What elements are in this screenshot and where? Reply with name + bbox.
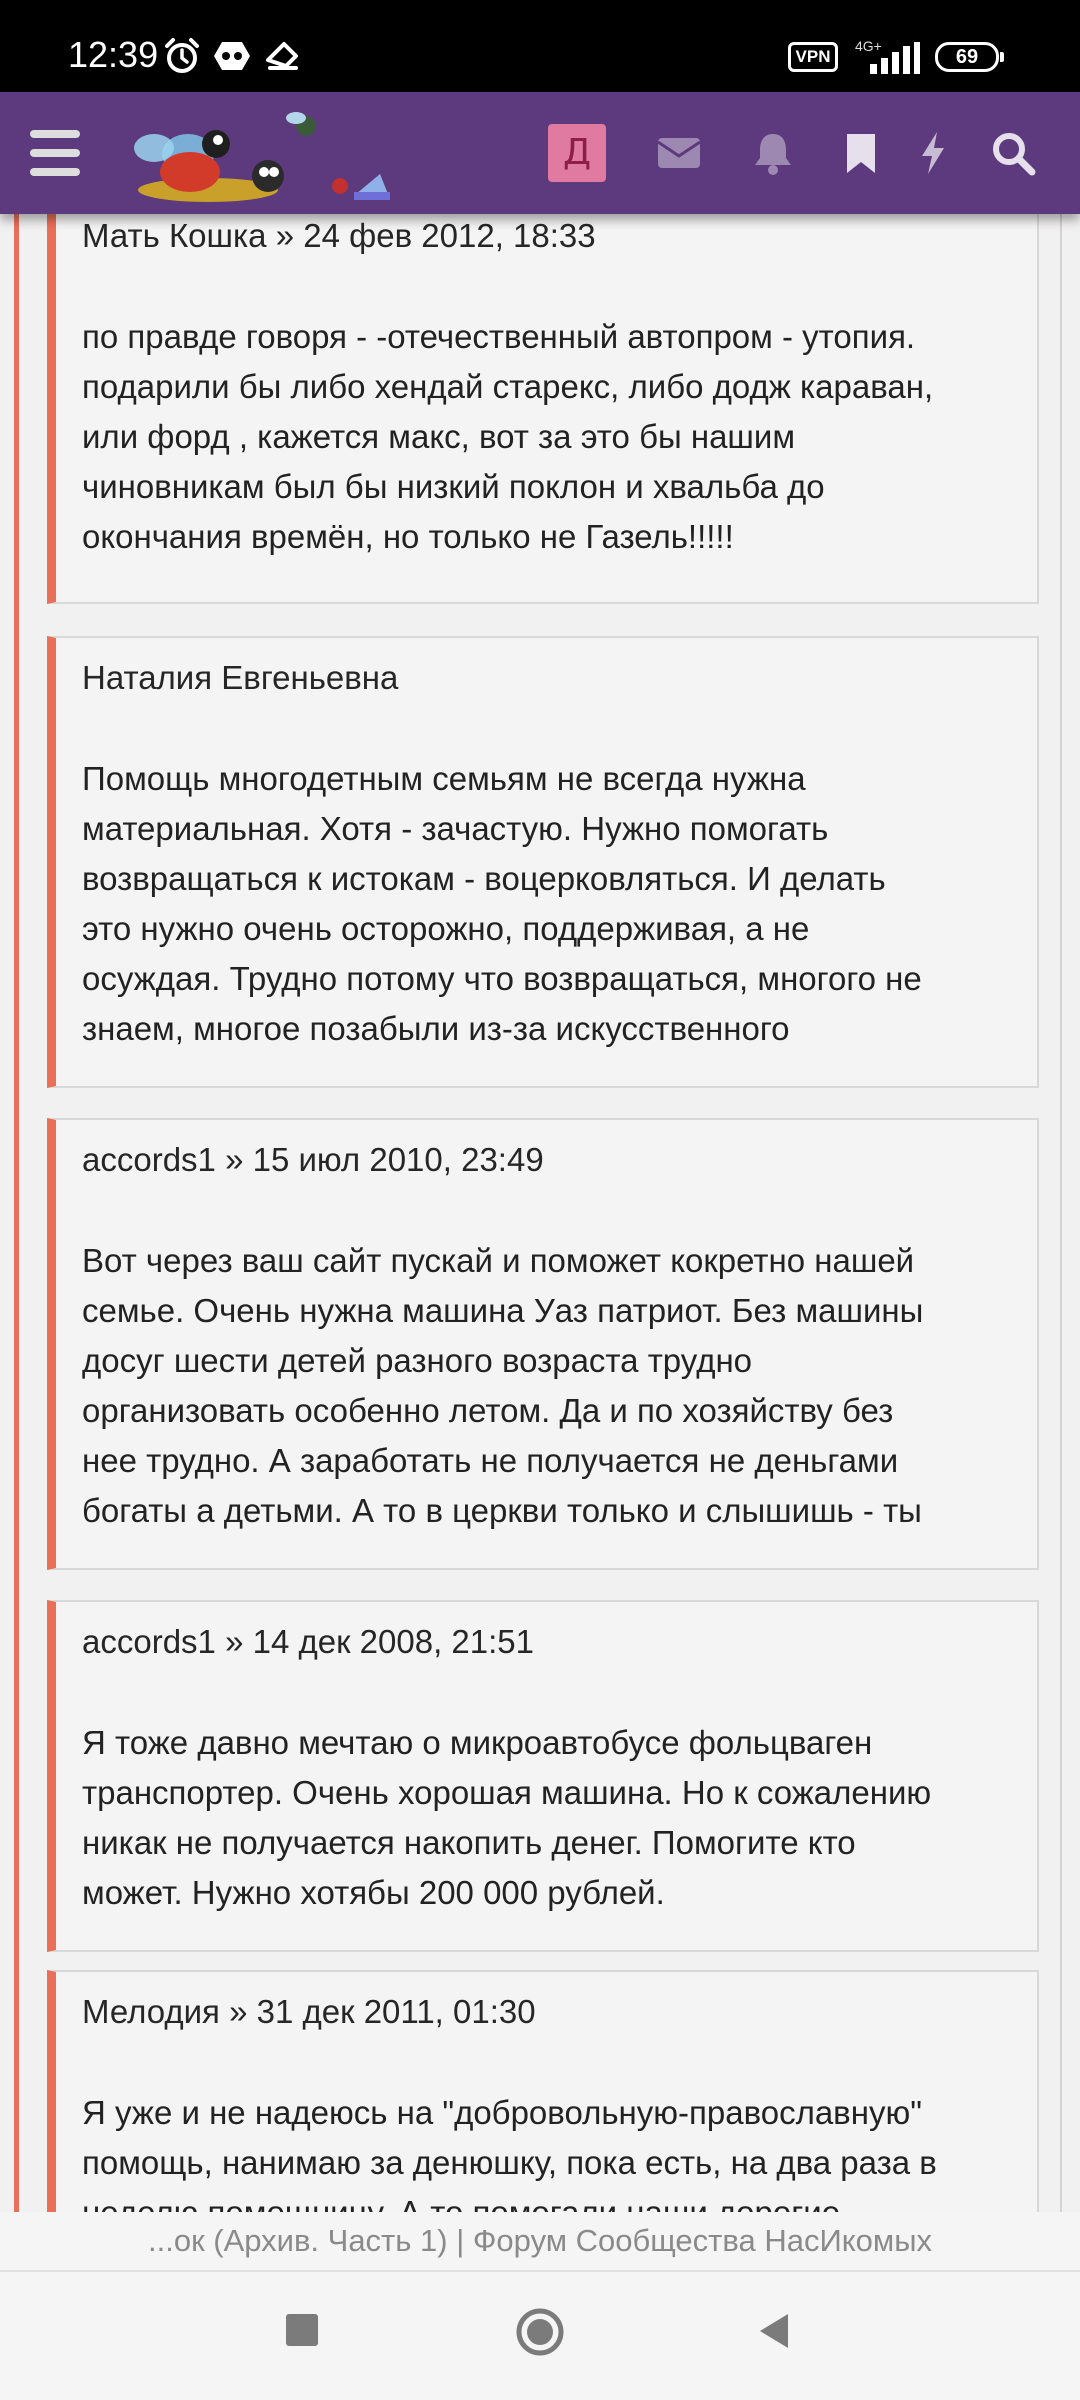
user-avatar[interactable]: Д [548, 124, 606, 182]
post-author[interactable]: Мать Кошка » 24 фев 2012, 18:33 [82, 217, 596, 254]
paw-app-icon [262, 36, 302, 76]
home-circle-icon[interactable] [514, 2306, 566, 2358]
post-text: Вот через ваш сайт пускай и поможет кокретно нашей семье. Очень нужна машина Уаз патриот. Без машины досуг шести детей разного возраста трудно организовать особенно летом. Да и по хозяйству без нее трудно. А заработать не получается не деньгами богаты а детьми. А то в церкви только и слышишь - ты [82, 1242, 924, 1529]
post-text: Помощь многодетным семьям не всегда нужна материальная. Хотя - зачастую. Нужно помогать возвращаться к истокам - воцерковляться. И делать это нужно очень осторожно, поддерживая, а не осуждая. Трудно потому что возвращаться, многого не знаем, многое позабыли из-за искусственного [82, 760, 922, 1047]
post-quote [47, 1600, 1039, 1952]
search-icon[interactable] [988, 128, 1038, 178]
forum-header [0, 92, 1080, 214]
vpn-badge: VPN [788, 42, 838, 72]
post-author[interactable]: Мелодия » 31 дек 2011, 01:30 [82, 1993, 536, 2030]
system-nav-bar [0, 2272, 1080, 2400]
content-border [1060, 214, 1062, 2212]
recents-square-icon[interactable] [284, 2312, 320, 2348]
status-bar [0, 0, 1080, 92]
post-author[interactable]: accords1 » 14 дек 2008, 21:51 [82, 1623, 535, 1660]
lightning-icon[interactable] [908, 128, 958, 178]
shield-app-icon [212, 36, 252, 76]
menu-icon[interactable] [30, 130, 80, 176]
post-text: по правде говоря - -отечественный автопром - утопия. подарили бы либо хендай старекс, либо додж караван, или форд , кажется макс, вот за это бы нашим чиновникам был бы низкий поклон и хвальба до окончания времён, но только не Газель!!!!! [82, 318, 934, 555]
post-quote [47, 1118, 1039, 1570]
posts-list [0, 214, 1080, 2212]
post-text: Я тоже давно мечтаю о микроавтобусе фольцваген транспортер. Очень хорошая машина. Но к сожалению никак не получается накопить денег. Помогите кто может. Нужно хотябы 200 000 рублей. [82, 1724, 932, 1911]
post-author[interactable]: accords1 » 15 июл 2010, 23:49 [82, 1141, 544, 1178]
bell-icon[interactable] [748, 128, 798, 178]
site-logo[interactable] [118, 102, 393, 206]
envelope-icon[interactable] [654, 128, 704, 178]
post-quote [47, 636, 1039, 1088]
clock: 12:39 [68, 34, 159, 75]
browser-page-title[interactable]: ...ок (Архив. Часть 1) | Форум Сообщества НасИкомых [0, 2212, 1080, 2272]
post-author[interactable]: Наталия Евгеньевна [82, 659, 399, 696]
signal-icon [868, 42, 920, 74]
alarm-icon [162, 36, 202, 76]
bookmark-icon[interactable] [836, 128, 886, 178]
battery-indicator: 69 [935, 42, 999, 72]
back-triangle-icon[interactable] [756, 2312, 792, 2350]
post-text: Я уже и не надеюсь на "добровольную-православную" помощь, нанимаю за денюшку, пока есть, на два раза в [82, 2094, 937, 2181]
network-type: 4G+ [855, 38, 882, 54]
quote-stripe [14, 214, 19, 2212]
post-quote [47, 194, 1039, 604]
